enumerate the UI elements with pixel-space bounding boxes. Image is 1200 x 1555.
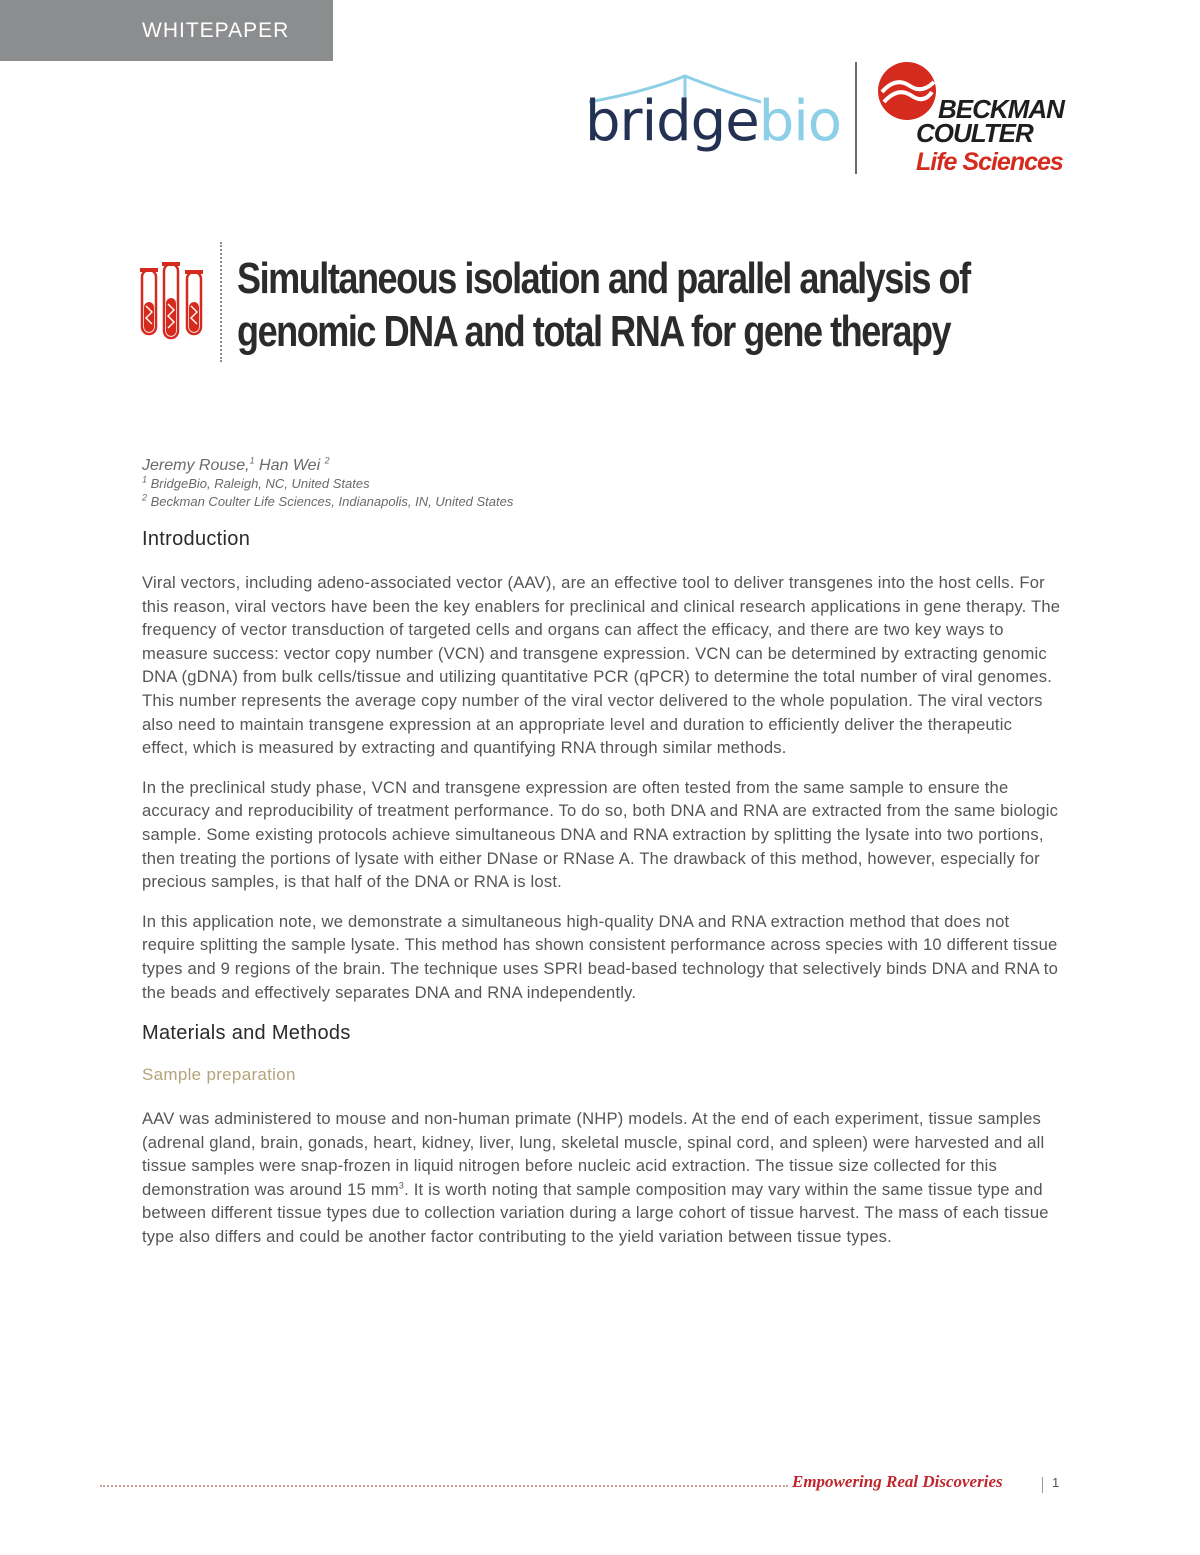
title-line-1: Simultaneous isolation and parallel analysis of bbox=[237, 254, 970, 303]
bridgebio-wordmark-part2: bio bbox=[758, 89, 842, 154]
author-1-affiliation-mark: 1 bbox=[249, 455, 255, 466]
beckman-line: BECKMAN bbox=[938, 94, 1064, 124]
intro-paragraph-3: In this application note, we demonstrate a simultaneous high-quality DNA and RNA extraction method that does not require splitting the sample lysate. This method has shown consistent performance across species with 10 different tissue types and 9 regions of the brain. The technique uses SPRI bead-based technology that selectively binds DNA and RNA to the beads and effectively separates DNA and RNA independently. bbox=[142, 911, 1059, 1002]
author-names bbox=[142, 457, 513, 475]
bridgebio-logo bbox=[585, 70, 840, 170]
sample-preparation-subheading: Sample preparation bbox=[142, 1065, 296, 1085]
methods-paragraph-1 bbox=[142, 1107, 1062, 1249]
life-sciences-line: Life Sciences bbox=[916, 148, 1063, 176]
affiliation-1 bbox=[142, 475, 513, 493]
document-type-label: WHITEPAPER bbox=[142, 18, 290, 42]
test-tubes-dna-icon bbox=[140, 262, 206, 342]
methods-paragraph-1-part-a: AAV was administered to mouse and non-human primate (NHP) models. At the end of each experiment, tissue samples (adrenal gland, brain, gonads, heart, kidney, liver, lung, skeletal muscle, spinal cord, and spleen) were harvested and all tissue samples were snap-frozen in liquid nitrogen before nucleic acid extraction. The tissue size collected for this demonstration was around 15 mm bbox=[142, 1109, 1045, 1199]
intro-paragraph-1: Viral vectors, including adeno-associated vector (AAV), are an effective tool to deliver transgenes into the host cells. For this reason, viral vectors have been the key enablers for preclinical and clinical research applications in gene therapy. The frequency of vector transduction of targeted cells and organs can affect the efficacy, and there are two key ways to measure success: vector copy number (VCN) and transgene expression. VCN can be determined by extracting genomic DNA (gDNA) from bulk cells/tissue and utilizing quantitative PCR (qPCR) to determine the total number of viral genomes. This number represents the average copy number of the viral vector delivered to the whole population. The viral vectors also need to maintain transgene expression at an appropriate level and duration to efficiently deliver the therapeutic effect, which is measured by extracting and quantifying RNA through similar methods. bbox=[142, 573, 1061, 758]
methods-paragraph-1-part-b: . It is worth noting that sample composition may vary within the same tissue type and between different tissue types due to collection variation during a large cohort of tissue harvest. The mass of each tissue type also differs and could be another factor contributing to the yield variation between tissue types. bbox=[142, 1179, 1049, 1247]
logo-divider bbox=[855, 62, 857, 174]
footer-separator bbox=[1042, 1477, 1043, 1493]
document-type-tag bbox=[0, 0, 333, 61]
title-divider bbox=[220, 242, 222, 362]
affiliation-1-text: BridgeBio, Raleigh, NC, United States bbox=[147, 476, 370, 491]
bridgebio-wordmark bbox=[585, 89, 842, 154]
beckman-coulter-emblem-icon bbox=[876, 62, 938, 124]
methods-heading: Materials and Methods bbox=[142, 1022, 351, 1045]
affiliation-2-mark: 2 bbox=[142, 492, 148, 503]
page-title bbox=[237, 252, 975, 358]
author-2-affiliation-mark: 2 bbox=[324, 455, 330, 466]
author-2: Han Wei bbox=[254, 457, 325, 474]
cubic-superscript: 3 bbox=[398, 1180, 405, 1191]
introduction-heading: Introduction bbox=[142, 528, 251, 550]
page-number: 1 bbox=[1052, 1475, 1060, 1490]
author-1: Jeremy Rouse, bbox=[142, 457, 250, 474]
affiliation-1-mark: 1 bbox=[142, 474, 148, 485]
affiliation-2-text: Beckman Coulter Life Sciences, Indianapolis, IN, United States bbox=[147, 494, 514, 509]
intro-paragraph-2: In the preclinical study phase, VCN and transgene expression are often tested from the same sample to ensure the accuracy and reproducibility of treatment performance. To do so, both DNA and RNA are extracted from the same biologic sample. Some existing protocols achieve simultaneous DNA and RNA extraction by splitting the lysate into two portions, then treating the portions of lysate with either DNase or RNase A. The drawback of this method, however, especially for precious samples, is that half of the DNA or RNA is lost. bbox=[142, 777, 1059, 892]
footer-tagline: Empowering Real Discoveries bbox=[792, 1472, 1003, 1491]
authors-block bbox=[142, 457, 513, 511]
coulter-line: COULTER bbox=[916, 118, 1033, 148]
body-content bbox=[142, 528, 1062, 1265]
title-line-2: genomic DNA and total RNA for gene therapy bbox=[237, 307, 951, 356]
beckman-coulter-logo bbox=[876, 62, 1076, 182]
affiliation-2 bbox=[142, 493, 513, 511]
bridgebio-wordmark-part1: bridge bbox=[585, 89, 759, 154]
footer-dotted-rule bbox=[100, 1485, 788, 1487]
